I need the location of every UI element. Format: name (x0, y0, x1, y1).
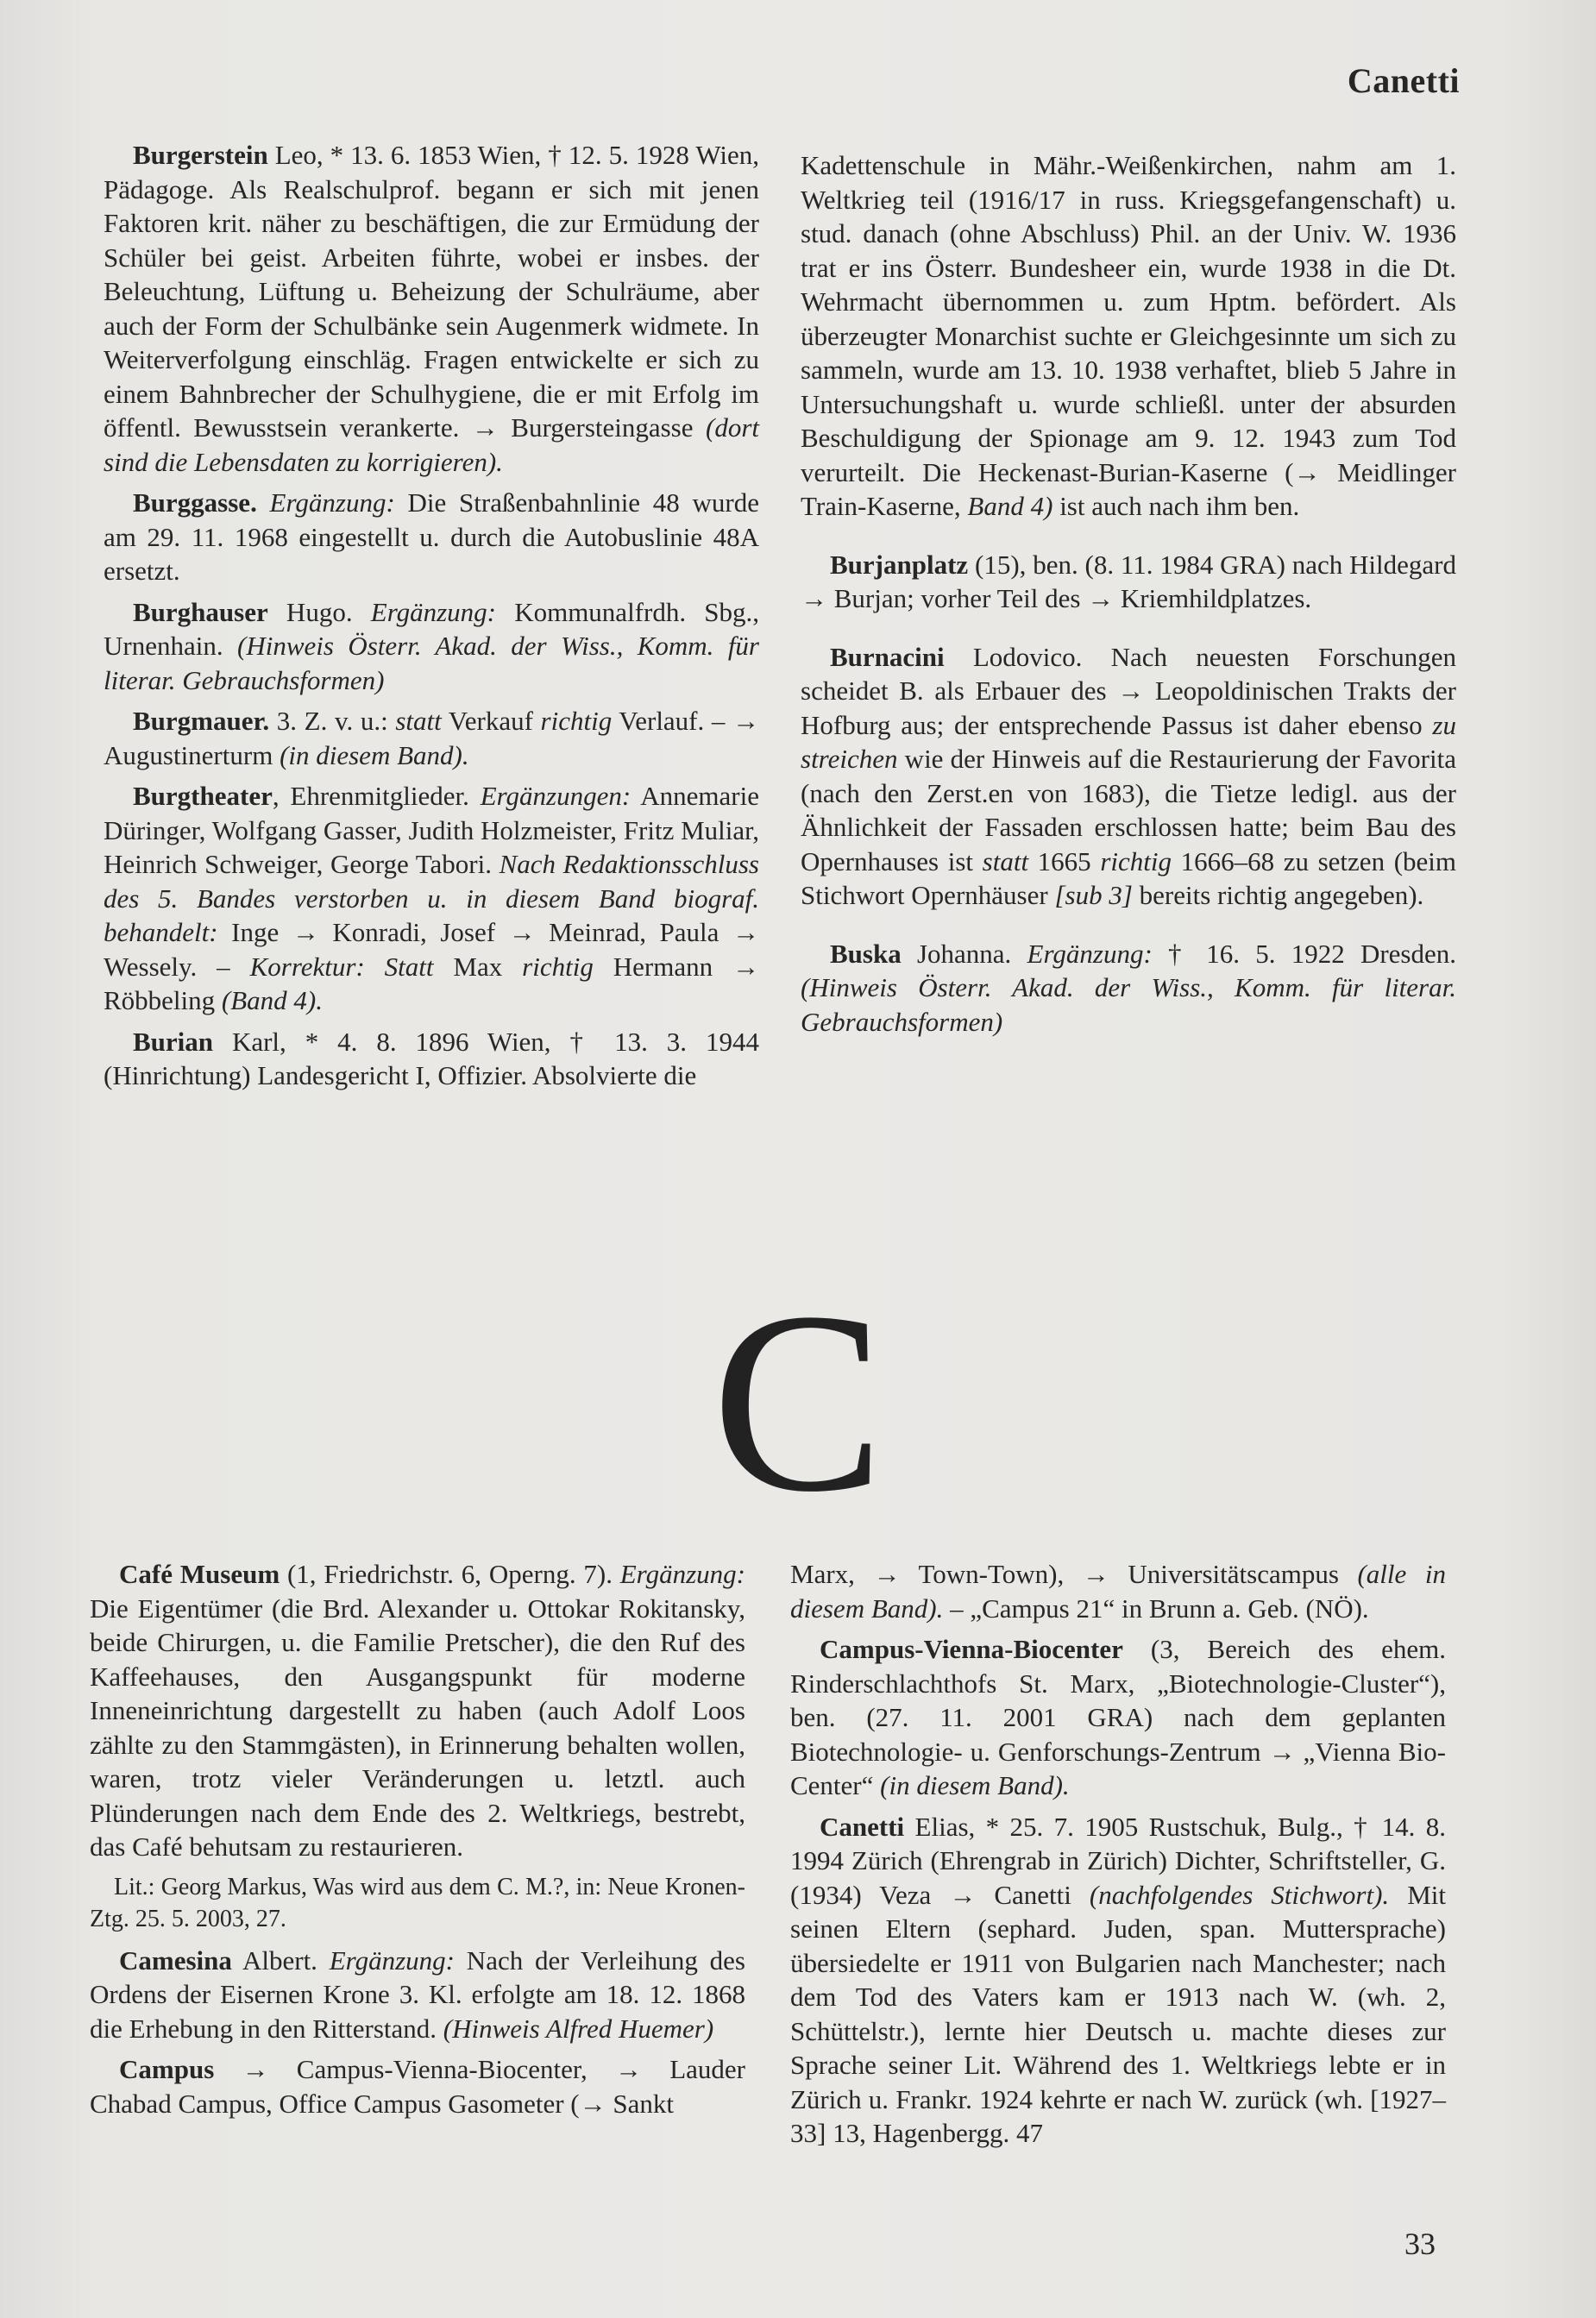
entry-text: (1, Friedrichstr. 6, Operng. 7). (280, 1559, 620, 1589)
entry-text: Die Straßenbahnlinie 48 wurde am 29. 11. 1968 eingestellt u. durch die Autobuslinie 48A ersetzt. (104, 487, 759, 586)
entry-text: Lodovico. Nach neuesten Forschungen scheidet B. als Erbauer des → Leopoldinischen Trakts der Hofburg aus; der entsprechende Passus ist daher ebenso (801, 641, 1456, 740)
entry-text: Kadettenschule in Mähr.-Weißenkirchen, nahm am 1. Weltkrieg teil (1916/17 in russ. Kriegsgefangenschaft) u. stud. danach (ohne Abschluss) Phil. an der Univ. W. 1936 trat er ins Österr. Bundesheer ein, wurde 1938 in die Dt. Wehrmacht übernommen u. zum Hptm. befördert. Als überzeugter Monarchist suchte er Gleichgesinnte um sich zu sammeln, wurde am 13. 10. 1938 verhaftet, blieb 5 Jahre in Untersuchungshaft u. wurde schließl. unter der absurden Beschuldigung der Spionage am 9. 12. 1943 zum Tod verurteilt. Die Heckenast-Burian-Kaserne (→ Meidlinger Train-Kaserne, (801, 150, 1456, 521)
entry-text: Karl, * 4. 8. 1896 Wien, † 13. 3. 1944 (Hinrichtung) Landesgericht I, Offizier. Absolvierte die (104, 1026, 759, 1090)
entry-text: Verkauf (441, 706, 541, 736)
entry-campus-vienna-biocenter (790, 1632, 1446, 1803)
headword: Burian (133, 1026, 214, 1057)
headword: Burgerstein (133, 140, 268, 170)
running-head: Canetti (1347, 61, 1460, 100)
entry-burggasse (104, 486, 759, 588)
entry-italic: (dort sind die Lebensdaten zu korrigieren). (104, 412, 759, 477)
entry-text: Max (433, 951, 523, 982)
entry-burian (104, 1025, 759, 1093)
headword: Campus (119, 2054, 215, 2084)
page-number: 33 (1404, 2227, 1436, 2261)
entry-text: Annemarie Düringer, Wolfgang Gasser, Judith Holzmeister, Fritz Muliar, Heinrich Schweiger, George Tabori. (104, 781, 759, 879)
entry-burjanplatz (801, 548, 1456, 616)
entry-burghauser (104, 595, 759, 698)
entry-text: Verlauf. – → Augustinerturm (104, 706, 760, 770)
entry-text: 1665 (1028, 845, 1101, 876)
entry-text: 3. Z. v. u.: (269, 706, 396, 736)
entry-burgmauer (104, 704, 759, 772)
headword: Burgmauer. (133, 706, 270, 736)
headword: Campus-Vienna-Biocenter (820, 1634, 1123, 1664)
headword: Camesina (119, 1944, 232, 1976)
headword: Burghauser (133, 596, 268, 627)
entry-text: Marx, → Town-Town), → Universitätscampus (790, 1559, 1358, 1589)
column-top-right (801, 148, 1456, 1046)
entry-text: Mit seinen Eltern (sephard. Juden, span. Muttersprache) übersiedelte er 1911 von Bulgarien nach Manchester; nach dem Tod des Vaters kam er 1913 nach W. (wh. 2, Schüttelstr.), lernte hier Deutsch u. machte dieses zur Sprache seiner Lit. Während des 1. Weltkriegs lebte er in Zürich u. Frankr. 1924 kehrte er nach W. zurück (wh. [1927–33] 13, Hagenbergg. 47 (790, 1879, 1446, 2148)
entry-italic: (alle in diesem Band). (790, 1559, 1446, 1624)
entry-text: , Ehrenmitglieder. (272, 781, 481, 811)
entry-campus-continued (790, 1557, 1446, 1625)
entry-text: Hermann → Röbbeling (104, 951, 759, 1015)
entry-italic: statt (982, 845, 1029, 876)
entry-italic: Ergänzung: (1027, 938, 1153, 969)
entry-italic: richtig (522, 951, 594, 982)
entry-buska (801, 937, 1456, 1040)
entry-text: (3, Bereich des ehem. Rinderschlachthofs St. Marx, „Biotechnologie-Cluster“), ben. (27. 11. 2001 GRA) nach dem geplanten Biotechnologie- u. Genforschungs-Zentrum → „Vienna Bio-Center“ (790, 1634, 1446, 1800)
entry-italic: (in diesem Band). (880, 1770, 1070, 1800)
entry-italic: Ergänzungen: (480, 781, 631, 811)
entry-italic: (Hinweis Alfred Huemer) (443, 2013, 714, 2044)
entry-italic: statt (395, 706, 442, 736)
entry-text: Inge → Konradi, Josef → Meinrad, Paula → Wessely. – (104, 917, 759, 982)
entry-text: 1666–68 zu setzen (beim Stichwort Opernhäuser (801, 845, 1456, 910)
headword: Burgtheater (133, 781, 273, 811)
entry-text: † 16. 5. 1922 Dresden. (1152, 938, 1456, 969)
entry-italic: Ergänzung: (256, 487, 395, 518)
entry-text: → Campus-Vienna-Biocenter, → Lauder Chabad Campus, Office Campus Gasometer (→ Sankt (90, 2054, 745, 2119)
entry-italic: Band 4) (967, 491, 1053, 521)
entry-text: bereits richtig angegeben). (1132, 880, 1424, 910)
entry-italic: richtig (1100, 845, 1172, 876)
entry-cafe-museum (90, 1557, 745, 1864)
entry-text: Die Eigentümer (die Brd. Alexander u. Ottokar Rokitansky, beide Chirurgen, u. die Familie Pretscher), die den Ruf des Kaffeehauses, den Ausgangspunkt für moderne Inneneinrichtung dargestellt zu haben (auch Adolf Loos zählte zu den Stammgästen), in Erinnerung behalten wollen, waren, trotz vieler Veränderungen u. letztl. auch Plünderungen nach dem Ende des 2. Weltkriegs, bestrebt, das Café behutsam zu restaurieren. (90, 1592, 745, 1862)
entry-text: Elias, * 25. 7. 1905 Rustschuk, Bulg., † 14. 8. 1994 Zürich (Ehrengrab in Zürich) Dichter, Schriftsteller, G. (1934) Veza → Canetti (790, 1811, 1446, 1910)
entry-italic: [sub 3] (1054, 880, 1133, 910)
entry-italic: richtig (540, 706, 613, 736)
headword: Burggasse. (133, 487, 257, 518)
entry-burnacini (801, 640, 1456, 913)
column-bottom-right (790, 1557, 1446, 2158)
entry-text: wie der Hinweis auf die Restaurierung der Favorita (nach den Zerst.en von 1683), die Tietze ledigl. aus der Ähnlichkeit der Fassaden erschlossen hatte; beim Bau des Opernhauses ist (801, 744, 1456, 876)
headword: Burnacini (830, 641, 945, 672)
headword: Canetti (820, 1811, 905, 1842)
entry-canetti (790, 1810, 1446, 2151)
entry-text: Leo, * 13. 6. 1853 Wien, † 12. 5. 1928 Wien, Pädagoge. Als Realschulprof. begann er sich mit jenen Faktoren krit. näher zu beschäftigen, die zur Ermüdung der Schüler bei geist. Arbeiten führte, wobei er insbes. der Beleuchtung, Lüftung u. Beheizung der Schulräume, aber auch der Form der Schulbänke sein Augenmerk widmete. In Weiterverfolgung einschläg. Fragen entwickelte er sich zu einem Bahnbrecher der Schulhygiene, die er mit Erfolg im öffentl. Bewusstsein verankerte. → Burgersteingasse (104, 140, 759, 443)
entry-italic: (in diesem Band). (280, 739, 469, 770)
entry-text: Kommunalfrdh. Sbg., Urnenhain. (104, 596, 760, 661)
entry-text: (15), ben. (8. 11. 1984 GRA) nach Hildegard → Burjan; vorher Teil des → Kriemhildplatzes. (801, 549, 1456, 613)
entry-text: – „Campus 21“ in Brunn a. Geb. (NÖ). (943, 1592, 1369, 1624)
entry-italic: (Band 4). (221, 985, 324, 1015)
entry-italic: Ergänzung: (619, 1559, 745, 1589)
entry-italic: zu streichen (801, 709, 1456, 774)
column-bottom-left (90, 1557, 745, 2127)
entry-burgtheater (104, 779, 759, 1018)
column-top-left (104, 138, 759, 1100)
headword: Burjanplatz (830, 549, 969, 580)
headword: Buska (830, 938, 902, 969)
entry-text: Albert. (231, 1944, 330, 1976)
entry-italic: Korrektur: Statt (249, 951, 434, 982)
entry-italic: (Hinweis Österr. Akad. der Wiss., Komm. für literar. Gebrauchsformen) (104, 631, 759, 695)
entry-italic: Ergänzung: (329, 1944, 455, 1976)
entry-campus (90, 2052, 745, 2120)
headword: Café Museum (119, 1559, 280, 1589)
entry-text: Nach der Verleihung des Ordens der Eisernen Krone 3. Kl. erfolgte am 18. 12. 1868 die Erhebung in den Ritterstand. (90, 1944, 745, 2044)
entry-text: Hugo. (267, 596, 371, 627)
entry-text: ist auch nach ihm ben. (1052, 491, 1300, 521)
entry-italic: Ergänzung: (370, 596, 497, 627)
entry-italic: Nach Redaktionsschluss des 5. Bandes verstorben u. in diesem Band biograf. behandelt: (104, 849, 759, 947)
entry-text: Johanna. (901, 938, 1027, 969)
entry-italic: (nachfolgendes Stichwort). (1089, 1879, 1390, 1910)
entry-burgerstein (104, 138, 759, 479)
entry-camesina (90, 1944, 745, 2046)
literature-note: Lit.: Georg Markus, Was wird aus dem C. M.?, in: Neue Kronen-Ztg. 25. 5. 2003, 27. (90, 1873, 745, 1932)
section-letter: C (711, 1259, 885, 1545)
entry-burian-continued (801, 148, 1456, 524)
entry-italic: (Hinweis Österr. Akad. der Wiss., Komm. für literar. Gebrauchsformen) (801, 972, 1456, 1037)
